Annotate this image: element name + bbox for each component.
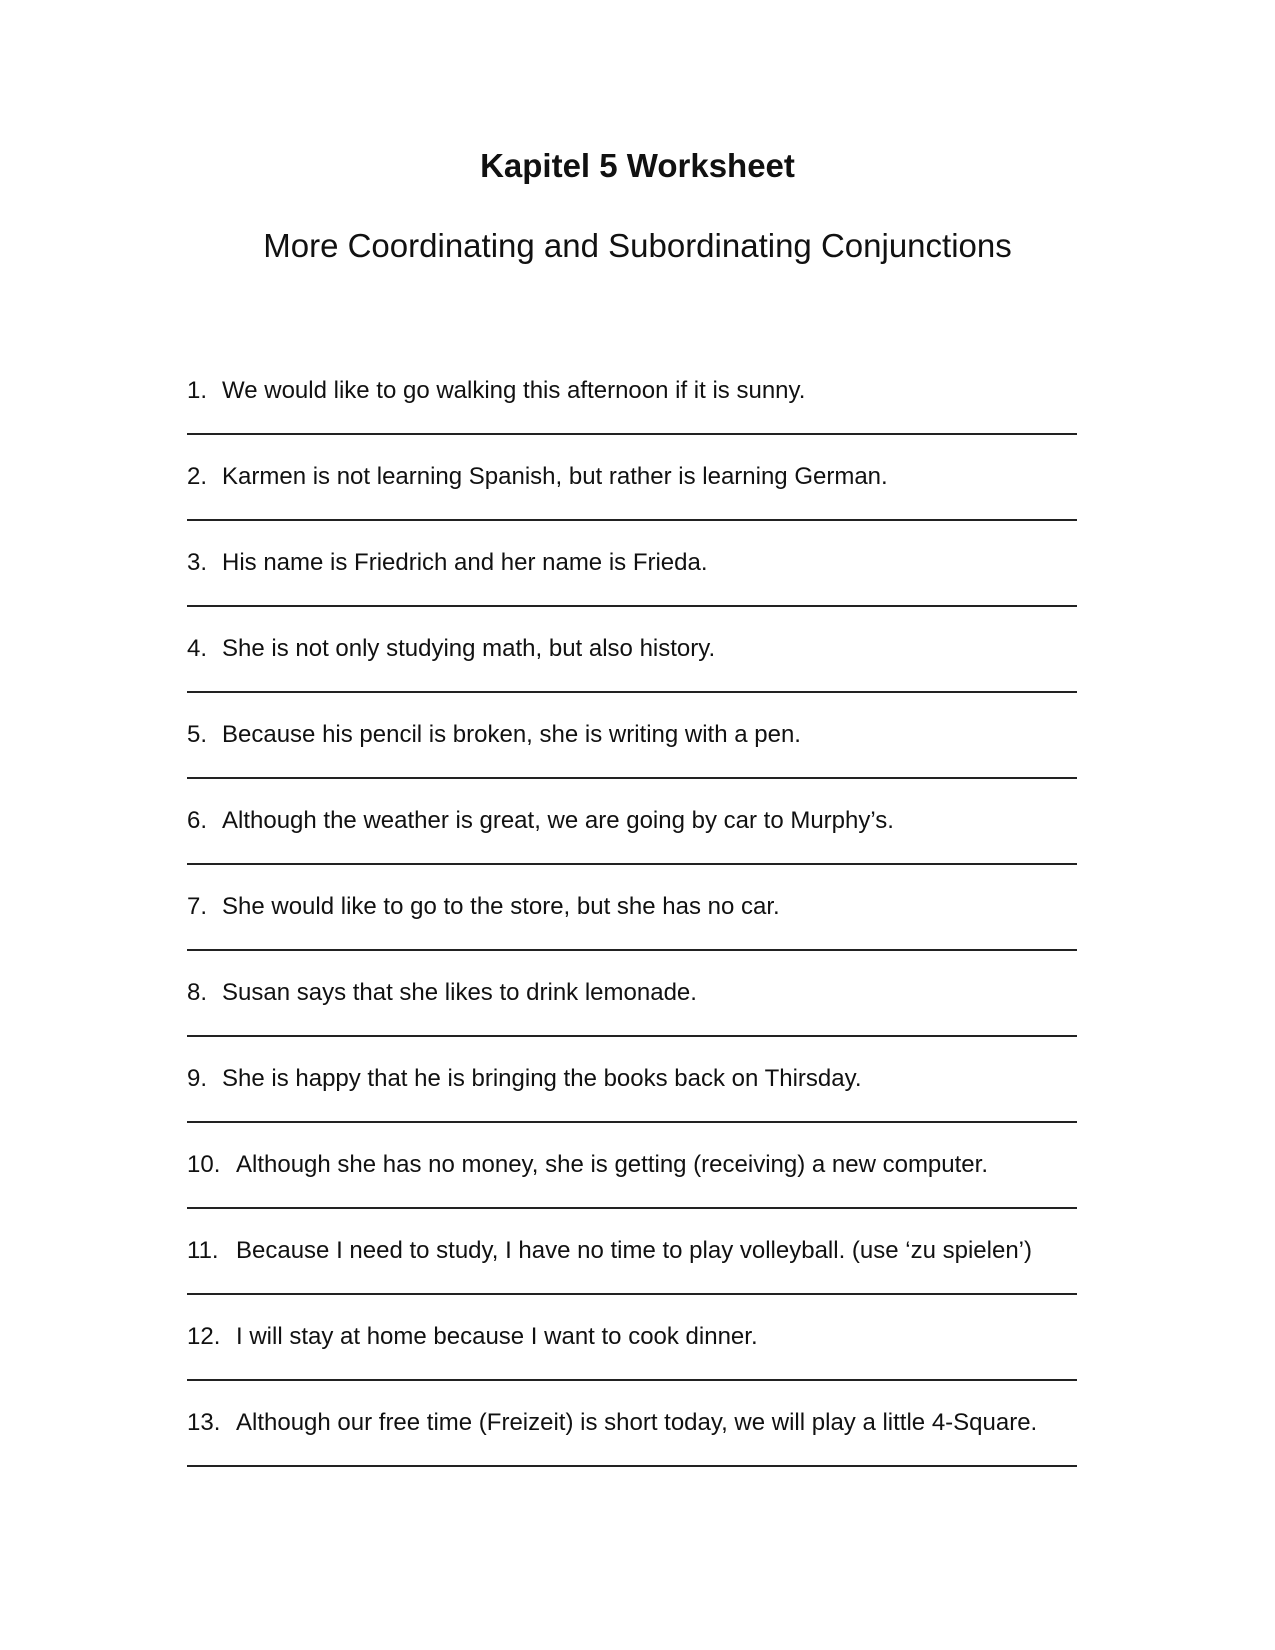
question-text-row — [187, 1064, 1077, 1094]
question-text: She is not only studying math, but also history. — [222, 635, 716, 662]
question-text: Although she has no money, she is getting (receiving) a new computer. — [236, 1151, 988, 1178]
question-text-row — [187, 1150, 1077, 1180]
answer-line[interactable] — [187, 1207, 1077, 1209]
question-text: She is happy that he is bringing the books back on Thirsday. — [222, 1065, 862, 1092]
question-number: 12. — [187, 1323, 221, 1350]
answer-line[interactable] — [187, 605, 1077, 607]
question-number: 4. — [187, 635, 208, 662]
question-number: 5. — [187, 721, 208, 748]
question-item — [187, 376, 1077, 462]
question-text-row — [187, 634, 1077, 664]
page-title: Kapitel 5 Worksheet — [480, 147, 795, 184]
question-text-row — [187, 1408, 1077, 1438]
question-text: Because I need to study, I have no time to play volleyball. (use ‘zu spielen’) — [236, 1237, 1032, 1264]
question-text: We would like to go walking this afternoon if it is sunny. — [222, 377, 806, 404]
question-item — [187, 548, 1077, 634]
answer-line[interactable] — [187, 949, 1077, 951]
question-item — [187, 720, 1077, 806]
question-item — [187, 462, 1077, 548]
question-item — [187, 806, 1077, 892]
question-text-row — [187, 548, 1077, 578]
question-item — [187, 1322, 1077, 1408]
answer-line[interactable] — [187, 1465, 1077, 1467]
question-number: 6. — [187, 807, 208, 834]
question-number: 3. — [187, 549, 208, 576]
question-list — [187, 376, 1077, 1494]
question-text-row — [187, 978, 1077, 1008]
answer-line[interactable] — [187, 691, 1077, 693]
question-number: 1. — [187, 377, 208, 404]
question-text-row — [187, 806, 1077, 836]
question-text-row — [187, 720, 1077, 750]
answer-line[interactable] — [187, 863, 1077, 865]
question-number: 2. — [187, 463, 208, 490]
question-text-row — [187, 892, 1077, 922]
answer-line[interactable] — [187, 1121, 1077, 1123]
question-item — [187, 634, 1077, 720]
question-item — [187, 1150, 1077, 1236]
question-text: I will stay at home because I want to cook dinner. — [236, 1323, 758, 1350]
question-number: 9. — [187, 1065, 208, 1092]
question-text: His name is Friedrich and her name is Frieda. — [222, 549, 708, 576]
question-number: 10. — [187, 1151, 221, 1178]
answer-line[interactable] — [187, 433, 1077, 435]
answer-line[interactable] — [187, 777, 1077, 779]
question-text-row — [187, 1322, 1077, 1352]
question-text: Susan says that she likes to drink lemonade. — [222, 979, 697, 1006]
question-number: 11. — [187, 1237, 219, 1264]
answer-line[interactable] — [187, 1379, 1077, 1381]
question-item — [187, 978, 1077, 1064]
question-text-row — [187, 1236, 1077, 1266]
question-number: 7. — [187, 893, 208, 920]
question-item — [187, 1064, 1077, 1150]
question-item — [187, 1236, 1077, 1322]
page-subtitle: More Coordinating and Subordinating Conjunctions — [263, 227, 1012, 264]
question-text: Karmen is not learning Spanish, but rather is learning German. — [222, 463, 888, 490]
question-text: Although our free time (Freizeit) is short today, we will play a little 4-Square. — [236, 1409, 1038, 1436]
question-text-row — [187, 376, 1077, 406]
question-text: Because his pencil is broken, she is writing with a pen. — [222, 721, 801, 748]
question-number: 13. — [187, 1409, 221, 1436]
question-item — [187, 1408, 1077, 1494]
question-text-row — [187, 462, 1077, 492]
question-number: 8. — [187, 979, 208, 1006]
question-text: Although the weather is great, we are going by car to Murphy’s. — [222, 807, 894, 834]
question-text: She would like to go to the store, but she has no car. — [222, 893, 780, 920]
question-item — [187, 892, 1077, 978]
answer-line[interactable] — [187, 1293, 1077, 1295]
answer-line[interactable] — [187, 519, 1077, 521]
answer-line[interactable] — [187, 1035, 1077, 1037]
